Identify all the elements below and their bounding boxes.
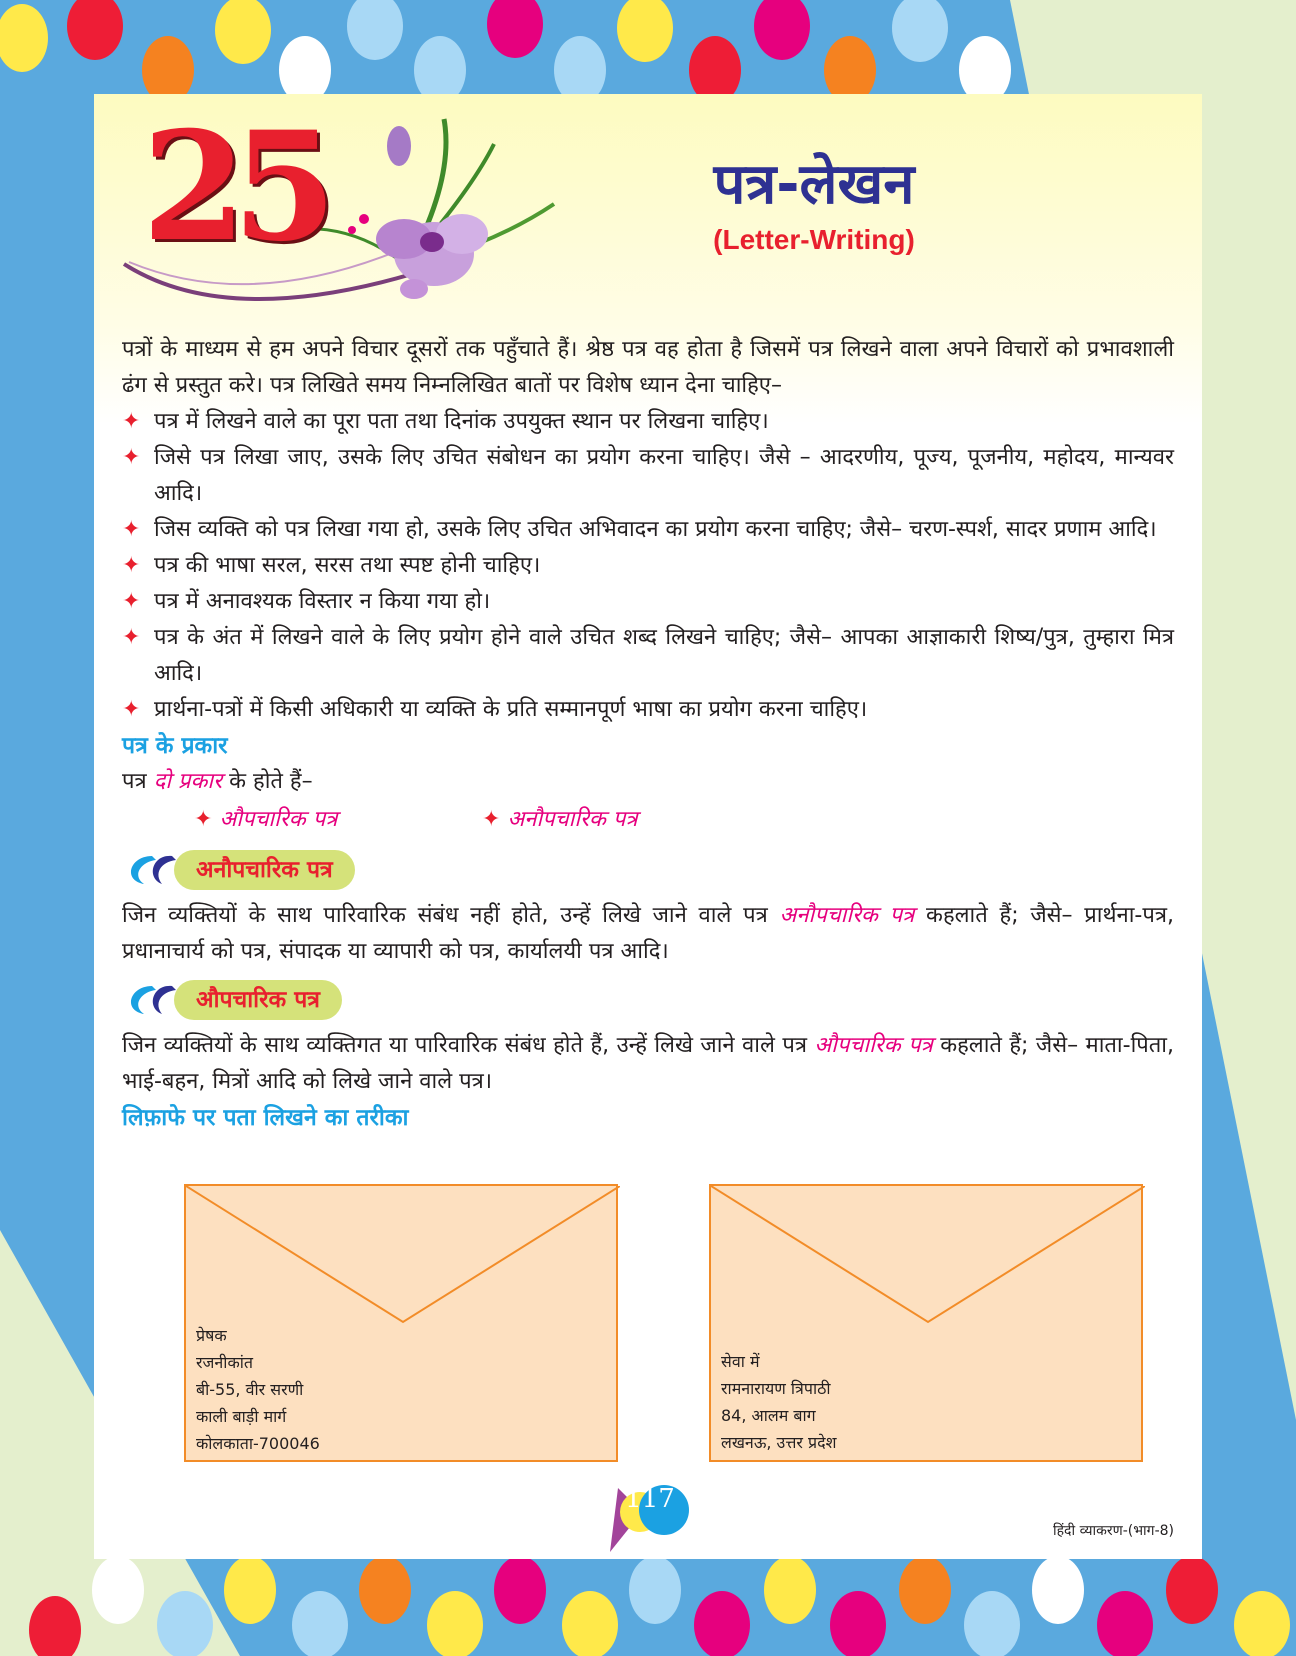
bullet-item: ✦ प्रार्थना-पत्रों में किसी अधिकारी या व्यक्ति के प्रति सम्मानपूर्ण भाषा का प्रयोग करना चाहिए।: [122, 692, 1174, 728]
swoosh-icon: [122, 980, 182, 1020]
bullet-item: ✦ पत्र की भाषा सरल, सरस तथा स्पष्ट होनी चाहिए।: [122, 548, 1174, 584]
bullet-star-icon: ✦: [122, 553, 141, 578]
envelope-heading: लिफ़ाफे पर पता लिखने का तरीका: [122, 1105, 409, 1131]
bullet-star-icon: ✦: [122, 589, 141, 614]
types-list: [122, 800, 1174, 840]
formal-paragraph: जिन व्यक्तियों के साथ व्यक्तिगत या पारिवारिक संबंध होते हैं, उन्हें लिखे जाने वाले पत्र औपचारिक पत्र कहलाते हैं; जैसे– माता-पिता, भाई-बहन, मित्रों आदि को लिखे जाने वाले पत्र।: [122, 1033, 1174, 1094]
bullet-star-icon: ✦: [122, 517, 141, 542]
page-sheet: [94, 94, 1202, 1559]
sender-address: प्रेषक रजनीकांत बी-55, वीर सरणी काली बाड़ी मार्ग कोलकाता-700046: [196, 1326, 320, 1453]
bullet-star-icon: ✦: [194, 807, 213, 832]
bullet-star-icon: ✦: [122, 445, 141, 470]
swoosh-icon: [122, 850, 182, 890]
intro-paragraph: पत्रों के माध्यम से हम अपने विचार दूसरों तक पहुँचाते हैं। श्रेष्ठ पत्र वह होता है जिसमें पत्र लिखने वाला अपने विचारों को प्रभावशाली ढंग से प्रस्तुत करे। पत्र लिखिते समय निम्नलिखित बातों पर विशेष ध्यान देना चाहिए–: [122, 337, 1174, 398]
recipient-address: सेवा में रामनारायण त्रिपाठी 84, आलम बाग लखनऊ, उत्तर प्रदेश: [721, 1352, 837, 1452]
bullet-item: ✦ पत्र में लिखने वाले का पूरा पता तथा दिनांक उपयुक्त स्थान पर लिखना चाहिए।: [122, 404, 1174, 440]
formal-heading-row: [122, 976, 1174, 1024]
types-line: पत्र दो प्रकार के होते हैं–: [122, 769, 313, 794]
formal-heading: औपचारिक पत्र: [174, 980, 342, 1020]
chapter-number: 25: [142, 99, 323, 275]
bullet-star-icon: ✦: [122, 409, 141, 434]
informal-heading-row: [122, 846, 1174, 894]
chapter-content: [122, 332, 1174, 1136]
informal-heading: अनौपचारिक पत्र: [174, 850, 355, 890]
bullet-item: ✦ पत्र के अंत में लिखने वाले के लिए प्रयोग होने वाले उचित शब्द लिखने चाहिए; जैसे– आपका आज्ञाकारी शिष्य/पुत्र, तुम्हारा मित्र आदि।: [122, 620, 1174, 692]
footer-book-title: हिंदी व्याकरण-(भाग-8): [1053, 1523, 1174, 1539]
bullet-star-icon: ✦: [122, 625, 141, 650]
types-heading: पत्र के प्रकार: [122, 733, 228, 759]
chapter-subtitle: (Letter-Writing): [713, 224, 915, 255]
page-number: 117: [625, 1484, 675, 1514]
chapter-title: पत्र-लेखन: [713, 152, 915, 217]
bullet-item: ✦ जिसे पत्र लिखा जाए, उसके लिए उचित संबोधन का प्रयोग करना चाहिए। जैसे – आदरणीय, पूज्य, पूजनीय, महोदय, मान्यवर आदि।: [122, 440, 1174, 512]
envelope-sender: [184, 1184, 618, 1462]
type-item: ✦ अनौपचारिक पत्र: [482, 807, 638, 832]
informal-paragraph: जिन व्यक्तियों के साथ पारिवारिक संबंध नहीं होते, उन्हें लिखे जाने वाले पत्र अनौपचारिक पत्र कहलाते हैं; जैसे– प्रार्थना-पत्र, प्रधानाचार्य को पत्र, संपादक या व्यापारी को पत्र, कार्यालयी पत्र आदि।: [122, 903, 1175, 964]
envelope-recipient: [709, 1184, 1143, 1462]
types-highlight: दो प्रकार: [153, 769, 223, 794]
bullet-item: ✦ पत्र में अनावश्यक विस्तार न किया गया हो।: [122, 584, 1174, 620]
bullet-item: ✦ जिस व्यक्ति को पत्र लिखा गया हो, उसके लिए उचित अभिवादन का प्रयोग करना चाहिए; जैसे– चरण-स्पर्श, सादर प्रणाम आदि।: [122, 512, 1174, 548]
bullet-star-icon: ✦: [482, 807, 501, 832]
type-item: ✦ औपचारिक पत्र: [194, 807, 338, 832]
bullet-star-icon: ✦: [122, 697, 141, 722]
